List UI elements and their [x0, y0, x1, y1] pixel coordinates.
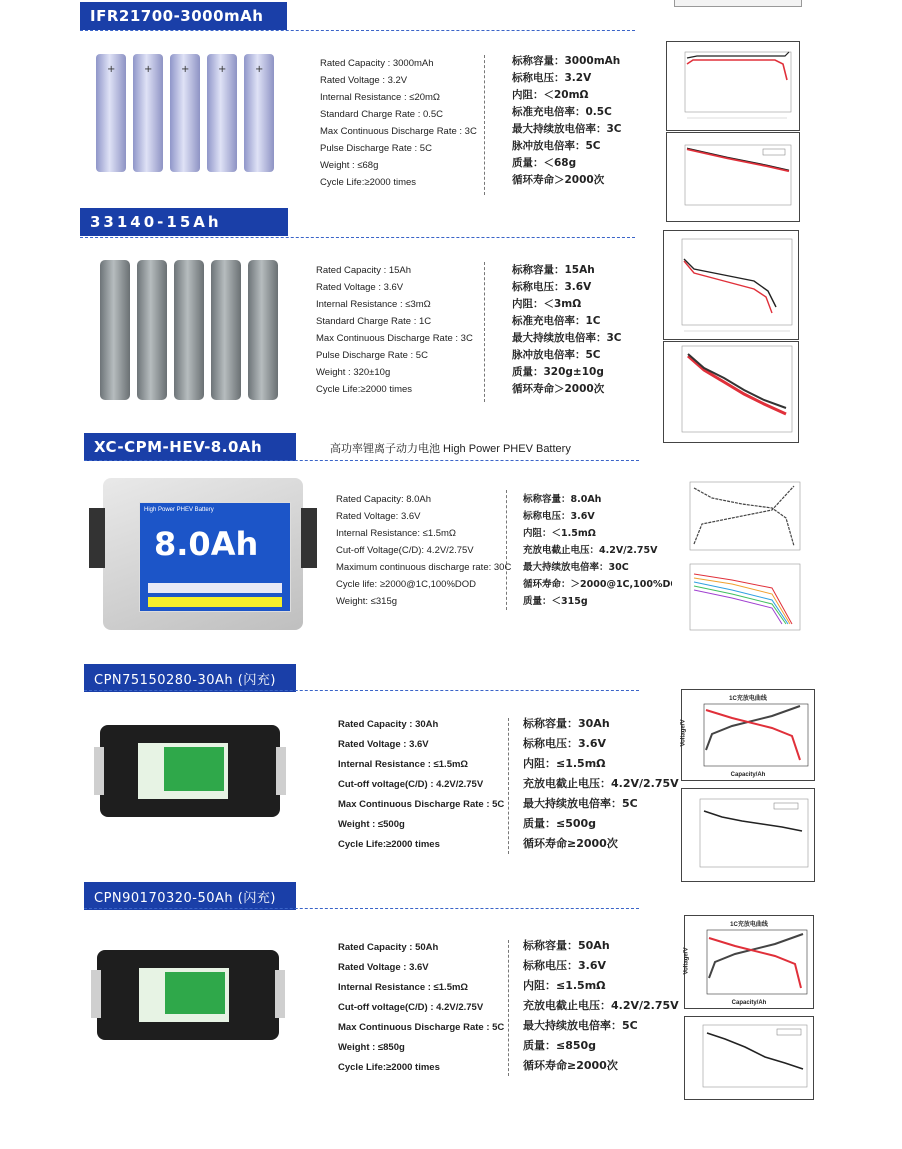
- spec-cn-item: 质量：≤500g: [523, 817, 597, 830]
- spec-en-item: Internal Resistance: ≤1.5mΩ: [336, 528, 457, 539]
- spec-en-item: Rated Voltage : 3.6V: [338, 739, 429, 750]
- section-divider: [80, 30, 635, 31]
- chart-4a-ylabel: Voltage/V: [680, 719, 687, 747]
- tab-right: [276, 747, 286, 795]
- chart-2b: [663, 341, 799, 443]
- specs-cn-1: [512, 53, 622, 189]
- spec-cn-item: 最大持续放电倍率：5C: [523, 1019, 638, 1032]
- spec-cn-item: 最大持续放电倍率：3C: [512, 332, 622, 344]
- spec-en-item: Max Continuous Discharge Rate : 5C: [338, 799, 505, 810]
- chart-4a-xlabel: Capacity/Ah: [730, 772, 766, 778]
- chart-4a-title: 1C充放电曲线: [729, 696, 767, 702]
- product-header-4: CPN75150280-30Ah (闪充): [84, 664, 296, 692]
- cylinder-cells-photo-1: [92, 48, 284, 180]
- specs-en-2: [316, 262, 473, 398]
- spec-cn-item: 内阻：＜3mΩ: [512, 298, 582, 310]
- spec-en-item: Standard Charge Rate : 1C: [316, 316, 432, 327]
- spec-cn-item: 标称电压：3.6V: [523, 511, 595, 522]
- spec-cn-item: 质量：320g±10g: [512, 366, 604, 378]
- spec-en-item: Maximum continuous discharge rate: 30C: [336, 562, 512, 573]
- spec-en-item: Max Continuous Discharge Rate : 5C: [338, 1022, 505, 1033]
- product-header-2: 33140-15Ah: [80, 208, 288, 236]
- tab-left: [94, 747, 104, 795]
- spec-en-item: Rated Capacity : 30Ah: [338, 719, 439, 730]
- chart-5a-xlabel: Capacity/Ah: [731, 1000, 767, 1006]
- specs-en-3: [336, 491, 511, 610]
- chart-4b: [681, 788, 815, 882]
- tab-left: [89, 508, 105, 568]
- chart-5a: [684, 915, 814, 1009]
- svg-text:+: +: [144, 64, 153, 75]
- chart-3a: [672, 478, 804, 558]
- spec-cn-item: 最大持续放电倍率：30C: [523, 562, 629, 573]
- spec-cn-item: 最大持续放电倍率：3C: [512, 123, 622, 135]
- svg-text:+: +: [255, 64, 264, 75]
- spec-cn-item: 充放电截止电压：4.2V/2.75V: [523, 999, 679, 1012]
- svg-text:+: +: [181, 64, 190, 75]
- spec-en-item: Pulse Discharge Rate : 5C: [320, 143, 432, 154]
- spec-cn-item: 最大持续放电倍率：5C: [523, 797, 638, 810]
- spec-en-item: Weight : ≤68g: [320, 160, 379, 171]
- specs-en-1: [320, 55, 477, 191]
- cell-sticker: [139, 968, 229, 1022]
- section-divider: [84, 460, 639, 461]
- chart-5a-ylabel: Voltage/V: [683, 947, 690, 975]
- tab-right: [275, 970, 285, 1018]
- column-divider: [508, 718, 509, 854]
- section-divider: [84, 690, 639, 691]
- svg-text:+: +: [218, 64, 227, 75]
- spec-en-item: Rated Capacity : 50Ah: [338, 942, 439, 953]
- spec-cn-item: 循环寿命≥2000次: [523, 837, 618, 850]
- pouch-cell-photo-5: [97, 950, 279, 1040]
- spec-cn-item: 循环寿命≥2000次: [523, 1059, 618, 1072]
- spec-cn-item: 标称容量：50Ah: [523, 939, 610, 952]
- product-subtitle-3: 高功率锂离子动力电池 High Power PHEV Battery: [330, 443, 571, 455]
- section-divider: [80, 237, 635, 238]
- spec-en-item: Cut-off voltage(C/D) : 4.2V/2.75V: [338, 1002, 484, 1013]
- spec-en-item: Max Continuous Discharge Rate : 3C: [316, 333, 473, 344]
- column-divider: [506, 490, 507, 610]
- spec-en-item: Cycle Life:≥2000 times: [338, 839, 440, 850]
- cell-sticker-green: [164, 747, 224, 791]
- tab-right: [301, 508, 317, 568]
- cell-sticker-green: [165, 972, 225, 1014]
- spec-en-item: Rated Voltage : 3.6V: [338, 962, 429, 973]
- spec-cn-item: 内阻：≤1.5mΩ: [523, 757, 606, 770]
- spec-cn-item: 内阻：≤1.5mΩ: [523, 979, 606, 992]
- spec-en-item: Max Continuous Discharge Rate : 3C: [320, 126, 477, 137]
- spec-en-item: Rated Capacity: 8.0Ah: [336, 494, 432, 505]
- spec-en-item: Pulse Discharge Rate : 5C: [316, 350, 428, 361]
- spec-en-item: Standard Charge Rate : 0.5C: [320, 109, 444, 120]
- spec-en-item: Cycle life: ≥2000@1C,100%DOD: [336, 579, 476, 590]
- spec-en-item: Weight : ≤500g: [338, 819, 405, 830]
- spec-en-item: Weight: ≤315g: [336, 596, 398, 607]
- section-divider: [84, 908, 639, 909]
- spec-cn-item: 标称容量：30Ah: [523, 717, 610, 730]
- tab-left: [91, 970, 101, 1018]
- spec-cn-item: 标称容量：8.0Ah: [523, 494, 602, 505]
- column-divider: [508, 940, 509, 1076]
- pouch-label-stripe: [148, 583, 282, 593]
- spec-cn-item: 循环寿命：＞2000@1C,100%DOD: [523, 579, 687, 590]
- spec-en-item: Internal Resistance : ≤20mΩ: [320, 92, 441, 103]
- spec-en-item: Cycle Life:≥2000 times: [338, 1062, 440, 1073]
- specs-en-5: [338, 938, 504, 1078]
- pouch-cell-photo-3: [103, 478, 303, 630]
- chart-1b: [666, 132, 800, 222]
- spec-cn-item: 标称电压：3.6V: [523, 737, 606, 750]
- product-header-3: XC-CPM-HEV-8.0Ah: [84, 433, 296, 461]
- chart-5b: [684, 1016, 814, 1100]
- specs-cn-4: [523, 714, 679, 854]
- spec-cn-item: 内阻：＜1.5mΩ: [523, 528, 596, 539]
- spec-cn-item: 标准充电倍率：1C: [512, 315, 601, 327]
- spec-cn-item: 标称电压：3.6V: [512, 281, 592, 293]
- chart-4a-plot: [682, 690, 814, 780]
- spec-en-item: Rated Voltage : 3.6V: [316, 282, 404, 293]
- spec-cn-item: 质量：＜68g: [512, 157, 577, 169]
- specs-en-4: [338, 715, 504, 855]
- product-header-1: IFR21700-3000mAh: [80, 2, 287, 30]
- chart-3b: [672, 560, 804, 638]
- column-divider: [484, 262, 485, 402]
- spec-en-item: Internal Resistance : ≤1.5mΩ: [338, 759, 469, 770]
- spec-cn-item: 标称容量：3000mAh: [512, 55, 621, 67]
- spec-en-item: Cut-off Voltage(C/D): 4.2V/2.75V: [336, 545, 474, 556]
- spec-cn-item: 标称容量：15Ah: [512, 264, 595, 276]
- specs-cn-3: [523, 491, 686, 610]
- spec-en-item: Rated Voltage : 3.2V: [320, 75, 408, 86]
- spec-cn-item: 充放电截止电压：4.2V/2.75V: [523, 777, 679, 790]
- spec-en-item: Rated Voltage: 3.6V: [336, 511, 421, 522]
- chart-2a: [663, 230, 799, 340]
- pouch-label-capacity: 8.0Ah: [154, 525, 259, 563]
- svg-text:+: +: [107, 64, 116, 75]
- spec-en-item: Rated Capacity : 15Ah: [316, 265, 412, 276]
- pouch-label: [139, 502, 291, 612]
- specs-cn-5: [523, 936, 679, 1076]
- spec-cn-item: 标准充电倍率：0.5C: [512, 106, 612, 118]
- top-card-fragment: [674, 0, 802, 7]
- specs-cn-2: [512, 262, 622, 398]
- spec-en-item: Cycle Life:≥2000 times: [320, 177, 417, 188]
- spec-cn-item: 质量：＜315g: [523, 596, 588, 607]
- spec-cn-item: 充放电截止电压：4.2V/2.75V: [523, 545, 658, 556]
- spec-cn-item: 内阻：＜20mΩ: [512, 89, 589, 101]
- cylinder-cells-photo-2: [96, 256, 286, 404]
- chart-4a: [681, 689, 815, 781]
- chart-5a-title: 1C充放电曲线: [730, 922, 768, 928]
- spec-en-item: Weight : ≤850g: [338, 1042, 405, 1053]
- spec-en-item: Rated Capacity : 3000mAh: [320, 58, 434, 69]
- spec-cn-item: 脉冲放电倍率：5C: [512, 349, 601, 361]
- product-header-5: CPN90170320-50Ah (闪充): [84, 882, 296, 910]
- chart-1a: [666, 41, 800, 131]
- chart-5a-plot: [685, 916, 813, 1008]
- spec-en-item: Internal Resistance : ≤3mΩ: [316, 299, 431, 310]
- cell-sticker: [138, 743, 228, 799]
- spec-cn-item: 脉冲放电倍率：5C: [512, 140, 601, 152]
- spec-cn-item: 循环寿命＞2000次: [512, 174, 605, 186]
- spec-en-item: Cut-off voltage(C/D) : 4.2V/2.75V: [338, 779, 484, 790]
- spec-cn-item: 标称电压：3.2V: [512, 72, 592, 84]
- spec-cn-item: 质量：≤850g: [523, 1039, 597, 1052]
- spec-en-item: Cycle Life:≥2000 times: [316, 384, 413, 395]
- spec-cn-item: 循环寿命＞2000次: [512, 383, 605, 395]
- pouch-cell-photo-4: [100, 725, 280, 817]
- pouch-label-yellow-stripe: [148, 597, 282, 607]
- pouch-label-small-text: High Power PHEV Battery: [144, 507, 214, 513]
- spec-en-item: Weight : 320±10g: [316, 367, 391, 378]
- column-divider: [484, 55, 485, 195]
- spec-en-item: Internal Resistance : ≤1.5mΩ: [338, 982, 469, 993]
- spec-cn-item: 标称电压：3.6V: [523, 959, 606, 972]
